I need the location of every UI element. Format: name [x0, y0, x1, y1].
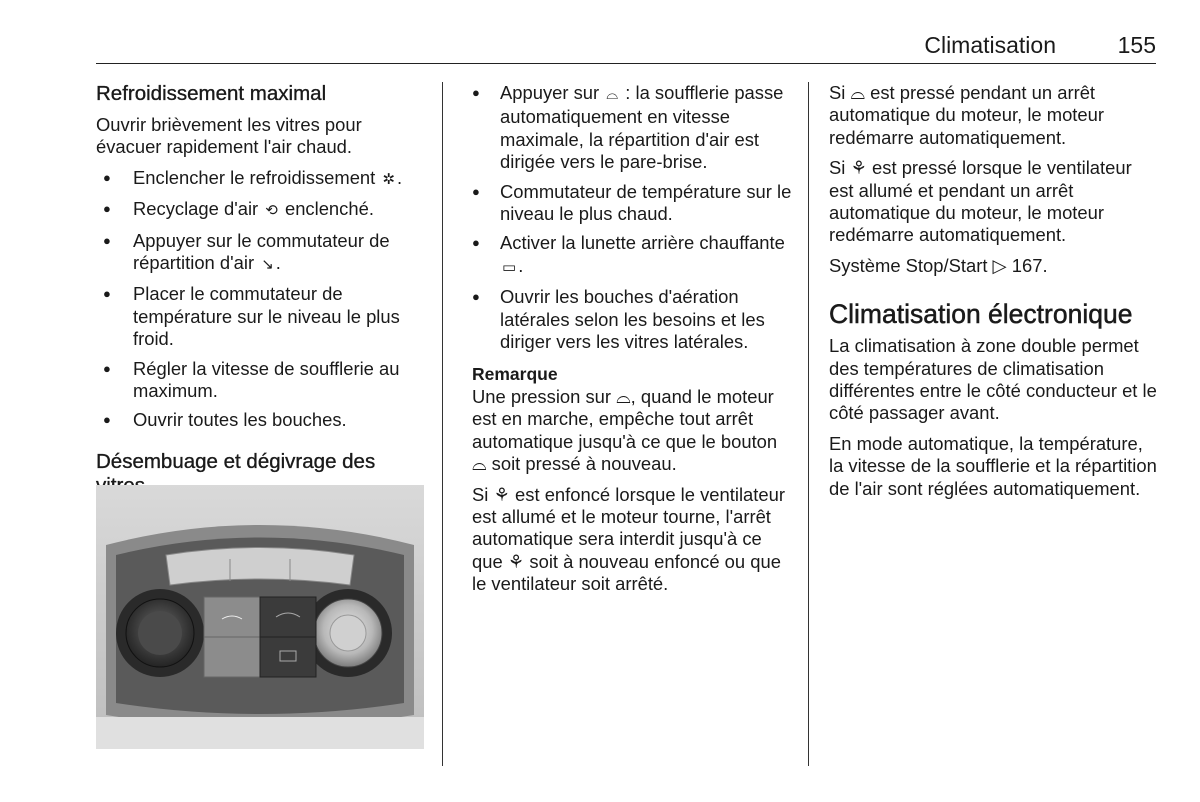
page-number: 155 [1117, 32, 1156, 58]
column-divider-2 [808, 82, 809, 766]
cross-reference-link[interactable]: Système Stop/Start ▷ 167. [829, 254, 1048, 276]
heading-desembuage: Désembuage et dégivrage des [96, 450, 426, 500]
list-item: ● Recyclage d'air ⟲ enclenché. [96, 198, 426, 222]
column-3 [829, 82, 1159, 508]
list-item: ● Ouvrir toutes les bouches. [96, 409, 426, 431]
heading-refroidissement: Refroidissement maximal [96, 82, 327, 105]
column-2 [472, 82, 794, 604]
paragraph-dual-zone: La climatisation à zone double permet des températures de climatisation différentes entre le côté conducteur et le côté passager avant. [829, 335, 1157, 424]
rear-window-heat-icon: ▭ [502, 258, 517, 276]
cooling-steps-list [96, 167, 426, 432]
list-item: ● Ouvrir les bouches d'aération latérales selon les besoins et les diriger vers les vitres latérales. [472, 286, 794, 353]
column-1 [96, 82, 426, 508]
chapter-title: Climatisation [924, 32, 1056, 58]
list-item: ● Placer le commutateur de température sur le niveau le plus froid. [96, 283, 426, 350]
paragraph-restart-2: Si ⚘ est pressé lorsque le ventilateur est allumé et pendant un arrêt automatique du moteur, le moteur redémarre automatiquement. [829, 157, 1132, 246]
heading-climatisation-electronique: Climatisation électronique [829, 299, 1133, 330]
climate-panel-illustration [96, 485, 424, 749]
windshield-defrost-icon: ⌓ [606, 86, 619, 103]
list-item: ● Appuyer sur le commutateur de répartition d'air ↘ . [96, 230, 426, 277]
list-item: ● Appuyer sur ⌓ : la soufflerie passe automatiquement en vitesse maximale, la répartition d'air est dirigée vers le pare-brise. [472, 82, 794, 174]
note-paragraph-1: Une pression sur ⌓, quand le moteur est en marche, empêche tout arrêt automatique jusqu'à ce que le bouton ⌓ soit pressé à nouveau. [472, 385, 778, 475]
header-rule [96, 63, 1156, 64]
paragraph-auto-mode: En mode automatique, la température, la vitesse de la soufflerie et la répartition de l'air sont réglées automatiquement. [829, 432, 1157, 499]
snowflake-icon: ✲ [382, 170, 395, 188]
note-title: Remarque [472, 364, 558, 385]
air-recirculation-icon: ⟲ [265, 202, 278, 220]
defog-steps-list [472, 82, 794, 353]
climate-control-panel-image [96, 485, 424, 749]
column-divider-1 [442, 82, 443, 766]
list-item: ● Enclencher le refroidissement ✲ . [96, 167, 426, 191]
paragraph-restart-1: Si ⌓ est pressé pendant un arrêt automatique du moteur, le moteur redémarre automatiquement. [829, 82, 1104, 148]
air-distribution-icon: ↘ [261, 256, 274, 274]
list-item: ● Commutateur de température sur le niveau le plus chaud. [472, 181, 794, 226]
list-item: ● Régler la vitesse de soufflerie au maximum. [96, 358, 426, 403]
list-item: ● Activer la lunette arrière chauffante ▭ . [472, 232, 794, 279]
page-header [96, 28, 1156, 64]
note-paragraph-2: Si ⚘ est enfoncé lorsque le ventilateur est allumé et le moteur tourne, l'arrêt automatique sera interdit jusqu'à ce que ⚘ soit à nouveau enfoncé ou que le ventilateur soit arrêté. [472, 483, 785, 595]
paragraph-cooling: Ouvrir brièvement les vitres pour évacuer rapidement l'air chaud. [96, 114, 362, 158]
